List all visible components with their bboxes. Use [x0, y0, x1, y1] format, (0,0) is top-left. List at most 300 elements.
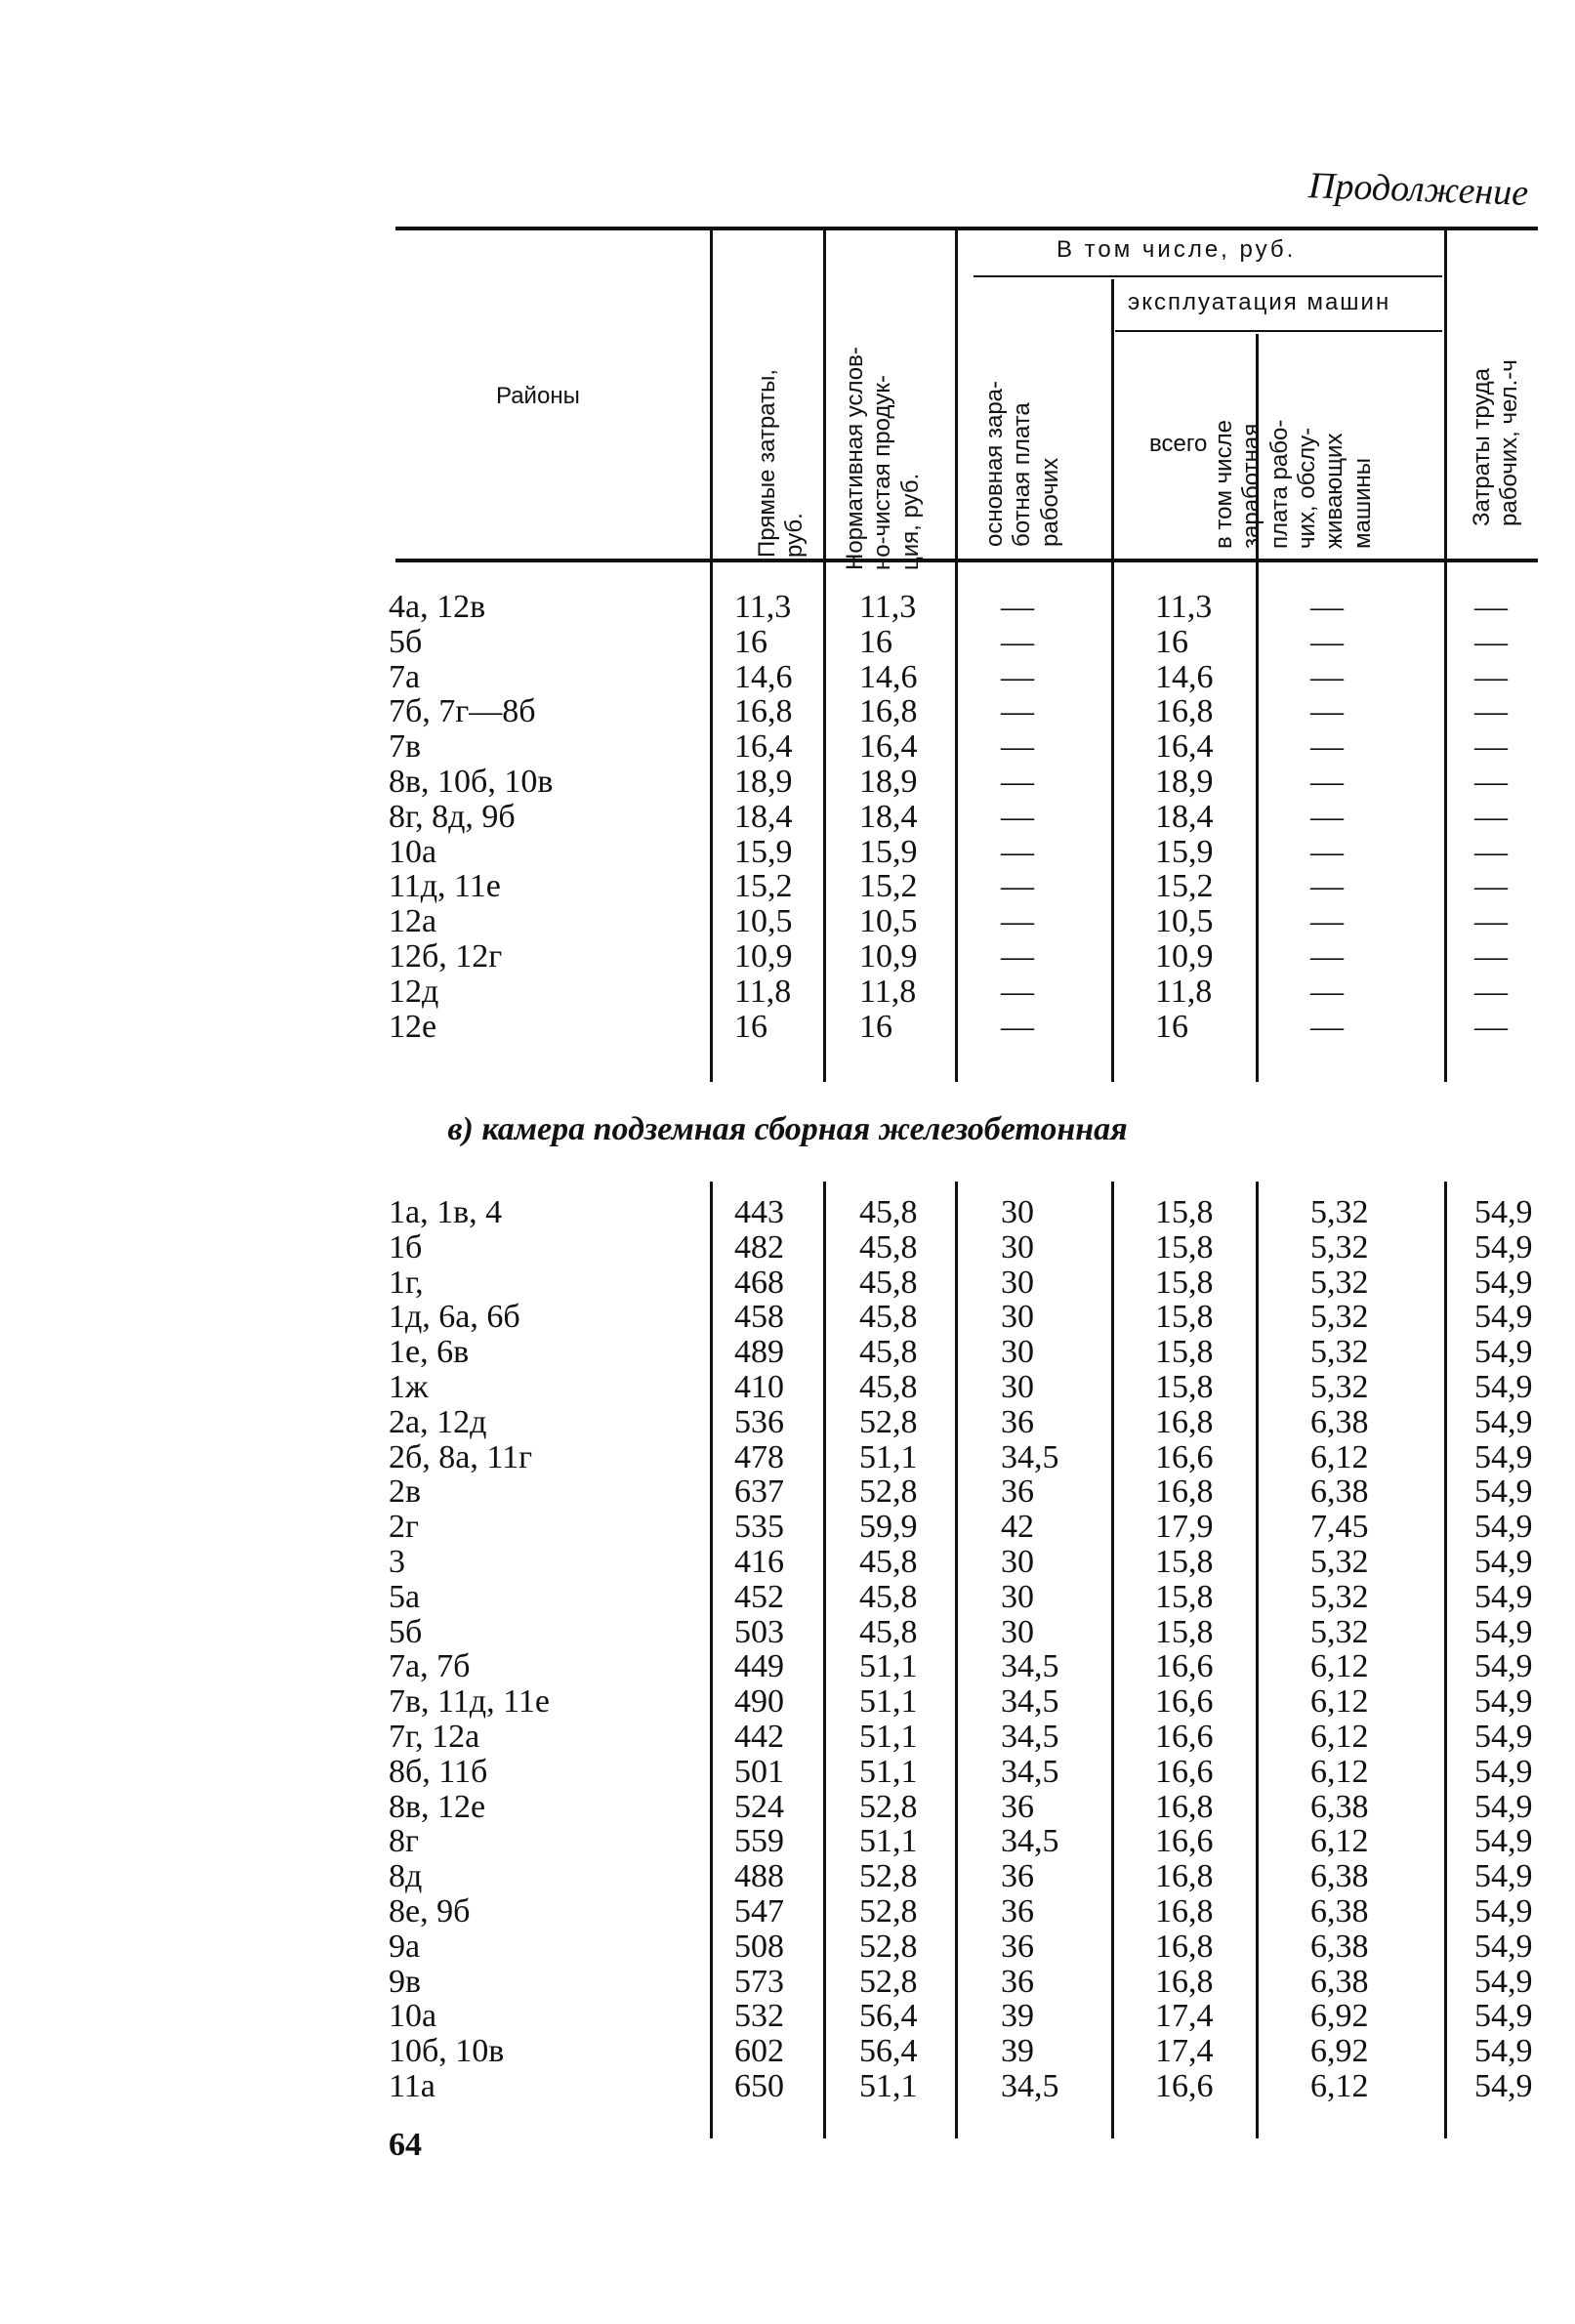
table-a-cell-labor: — [1474, 798, 1508, 835]
table-a-cell-labor: — [1474, 1008, 1508, 1045]
table-b-cell-machines-wage: 6,92 [1310, 2033, 1369, 2070]
table-b-cell-base-wage: 42 [1001, 1509, 1034, 1546]
table-b-cell-direct-costs: 524 [734, 1788, 784, 1825]
table-b-cell-normative-output: 51,1 [859, 1438, 918, 1475]
table-a-cell-region: 5б [389, 623, 423, 660]
header-regions: Районы [496, 383, 580, 409]
table-a-cell-direct-costs: 16 [734, 623, 767, 660]
table-b-cell-machines-total: 16,8 [1155, 1473, 1214, 1511]
table-a-cell-normative-output: 18,4 [859, 798, 918, 835]
table-b-cell-direct-costs: 452 [734, 1578, 784, 1615]
table-b-cell-labor: 54,9 [1474, 1963, 1533, 2000]
table-a-cell-machines-wage: — [1310, 623, 1344, 660]
header-labor: Затраты труда рабочих, чел.-ч [1469, 359, 1523, 526]
table-b-row [0, 1999, 1575, 2034]
table-b-cell-machines-wage: 6,12 [1310, 1683, 1369, 1721]
table-a-cell-normative-output: 16,4 [859, 728, 918, 766]
table-b-cell-machines-wage: 5,32 [1310, 1299, 1369, 1336]
table-b-cell-machines-wage: 5,32 [1310, 1194, 1369, 1230]
table-a-cell-region: 7б, 7г—8б [389, 693, 536, 730]
table-a-cell-labor: — [1474, 623, 1508, 660]
table-a-cell-base-wage: — [1001, 728, 1034, 766]
table-b-cell-machines-wage: 6,12 [1310, 1719, 1369, 1755]
table-a-cell-base-wage: — [1001, 623, 1034, 660]
table-a-cell-machines-wage: — [1310, 833, 1344, 870]
table-b-cell-normative-output: 45,8 [859, 1334, 918, 1371]
table-b-cell-machines-total: 15,8 [1155, 1264, 1214, 1301]
table-b-cell-machines-wage: 6,12 [1310, 1753, 1369, 1790]
table-b-cell-direct-costs: 536 [734, 1403, 784, 1440]
table-b-cell-labor: 54,9 [1474, 1578, 1533, 1615]
table-a-cell-machines-total: 11,8 [1155, 973, 1213, 1010]
group-rule-including [974, 275, 1442, 277]
table-a-cell-labor: — [1474, 764, 1508, 800]
table-b-cell-normative-output: 45,8 [859, 1264, 918, 1301]
table-b-cell-machines-total: 15,8 [1155, 1334, 1214, 1371]
table-b-cell-machines-wage: 6,12 [1310, 1438, 1369, 1475]
table-b-cell-machines-wage: 5,32 [1310, 1264, 1369, 1301]
table-a-cell-machines-wage: — [1310, 764, 1344, 800]
table-a-cell-base-wage: — [1001, 833, 1034, 870]
table-b-cell-normative-output: 56,4 [859, 1998, 918, 2035]
table-b-cell-machines-wage: 6,12 [1310, 2068, 1369, 2104]
table-b-cell-labor: 54,9 [1474, 1509, 1533, 1546]
table-b-cell-labor: 54,9 [1474, 1369, 1533, 1405]
table-b-cell-normative-output: 59,9 [859, 1509, 918, 1546]
table-b-cell-direct-costs: 458 [734, 1299, 784, 1336]
table-b-cell-direct-costs: 410 [734, 1369, 784, 1405]
table-b-cell-machines-wage: 6,38 [1310, 1473, 1369, 1511]
table-b-cell-base-wage: 36 [1001, 1473, 1034, 1511]
table-b-row [0, 1790, 1575, 1825]
table-a-row [0, 694, 1575, 729]
table-a-cell-machines-total: 16 [1155, 1008, 1188, 1045]
table-b-cell-machines-total: 16,6 [1155, 1648, 1214, 1685]
table-a-cell-machines-total: 10,5 [1155, 903, 1214, 940]
table-b-cell-base-wage: 36 [1001, 1403, 1034, 1440]
table-a-cell-labor: — [1474, 728, 1508, 766]
table-a-cell-machines-total: 18,9 [1155, 764, 1214, 800]
table-b-cell-machines-wage: 5,32 [1310, 1334, 1369, 1371]
table-b-cell-region: 1д, 6а, 6б [389, 1299, 520, 1336]
table-b-cell-base-wage: 36 [1001, 1963, 1034, 2000]
table-a-cell-machines-total: 10,9 [1155, 938, 1214, 975]
table-b-cell-direct-costs: 535 [734, 1509, 784, 1546]
table-a-row [0, 869, 1575, 904]
table-b-cell-machines-wage: 6,38 [1310, 1403, 1369, 1440]
table-b-cell-base-wage: 34,5 [1001, 1823, 1059, 1860]
table-a-cell-region: 12а [389, 903, 437, 940]
table-b-cell-labor: 54,9 [1474, 1194, 1533, 1230]
table-a-cell-direct-costs: 11,8 [734, 973, 792, 1010]
table-b-cell-machines-total: 15,8 [1155, 1544, 1214, 1580]
table-b-row [0, 1440, 1575, 1475]
table-b-cell-region: 10а [389, 1998, 437, 2035]
table-b-cell-region: 9в [389, 1963, 422, 2000]
table-b-cell-normative-output: 45,8 [859, 1228, 918, 1266]
table-a-cell-machines-wage: — [1310, 728, 1344, 766]
table-b-cell-normative-output: 45,8 [859, 1369, 918, 1405]
table-a-row [0, 904, 1575, 939]
table-a-cell-base-wage: — [1001, 903, 1034, 940]
table-b-cell-machines-total: 16,6 [1155, 2068, 1214, 2104]
table-b-row [0, 1195, 1575, 1230]
table-a-cell-region: 8в, 10б, 10в [389, 764, 554, 800]
table-b-cell-machines-total: 16,6 [1155, 1823, 1214, 1860]
table-b-row [0, 1930, 1575, 1965]
table-b-cell-direct-costs: 468 [734, 1264, 784, 1301]
table-b-cell-labor: 54,9 [1474, 1613, 1533, 1650]
table-b-cell-normative-output: 52,8 [859, 1473, 918, 1511]
header-incl-wage: в том числе заработная плата рабо- чих, обслу- живающих машины [1211, 419, 1376, 549]
table-b-cell-labor: 54,9 [1474, 1228, 1533, 1266]
table-b-cell-base-wage: 36 [1001, 1928, 1034, 1965]
table-b-cell-labor: 54,9 [1474, 1928, 1533, 1965]
table-b-cell-labor: 54,9 [1474, 1998, 1533, 2035]
table-b-row [0, 1266, 1575, 1301]
table-b-cell-labor: 54,9 [1474, 1719, 1533, 1755]
table-b-cell-base-wage: 34,5 [1001, 1719, 1059, 1755]
table-b-cell-machines-wage: 6,12 [1310, 1648, 1369, 1685]
table-b-cell-base-wage: 30 [1001, 1334, 1034, 1371]
table-b-cell-normative-output: 52,8 [859, 1403, 918, 1440]
table-b-cell-normative-output: 51,1 [859, 1683, 918, 1721]
table-b-cell-base-wage: 34,5 [1001, 1683, 1059, 1721]
table-b-row [0, 1230, 1575, 1266]
table-b-cell-labor: 54,9 [1474, 1264, 1533, 1301]
table-b-cell-labor: 54,9 [1474, 1753, 1533, 1790]
header-top-rule [395, 227, 1538, 230]
table-b-cell-direct-costs: 547 [734, 1893, 784, 1930]
table-b-cell-region: 10б, 10в [389, 2033, 505, 2070]
table-a-cell-base-wage: — [1001, 973, 1034, 1010]
table-a-cell-machines-wage: — [1310, 868, 1344, 905]
table-b-cell-base-wage: 36 [1001, 1893, 1034, 1930]
table-b-cell-machines-total: 16,8 [1155, 1963, 1214, 2000]
table-a-cell-normative-output: 14,6 [859, 658, 918, 695]
table-b-cell-normative-output: 51,1 [859, 1823, 918, 1860]
table-b-cell-normative-output: 45,8 [859, 1544, 918, 1580]
table-b-row [0, 1720, 1575, 1755]
table-a-cell-region: 12д [389, 973, 439, 1010]
table-b-cell-machines-total: 17,9 [1155, 1509, 1214, 1546]
table-a-cell-region: 10а [389, 833, 437, 870]
table-a-cell-labor: — [1474, 833, 1508, 870]
table-b-cell-region: 2б, 8а, 11г [389, 1438, 533, 1475]
table-b-cell-region: 8б, 11б [389, 1753, 488, 1790]
table-b-row [0, 1965, 1575, 2000]
table-b-row [0, 1824, 1575, 1859]
table-b-cell-labor: 54,9 [1474, 1544, 1533, 1580]
table-a-cell-machines-wage: — [1310, 973, 1344, 1010]
table-b-cell-normative-output: 45,8 [859, 1299, 918, 1336]
table-a-cell-labor: — [1474, 658, 1508, 695]
table-b-cell-base-wage: 36 [1001, 1858, 1034, 1895]
table-b-cell-machines-wage: 6,38 [1310, 1963, 1369, 2000]
table-b-cell-normative-output: 52,8 [859, 1788, 918, 1825]
table-a-row [0, 765, 1575, 800]
table-b-cell-machines-wage: 6,38 [1310, 1858, 1369, 1895]
table-b-cell-region: 7а, 7б [389, 1648, 471, 1685]
table-a-cell-region: 7в [389, 728, 422, 766]
table-a-cell-machines-total: 16 [1155, 623, 1188, 660]
table-a-cell-region: 7а [389, 658, 421, 695]
table-b-row [0, 1755, 1575, 1790]
table-b-cell-direct-costs: 503 [734, 1613, 784, 1650]
table-b-cell-normative-output: 45,8 [859, 1613, 918, 1650]
table-b-cell-direct-costs: 650 [734, 2068, 784, 2104]
table-b-cell-base-wage: 30 [1001, 1194, 1034, 1230]
table-b-cell-base-wage: 30 [1001, 1613, 1034, 1650]
table-b-cell-base-wage: 39 [1001, 1998, 1034, 2035]
table-b-cell-machines-total: 16,8 [1155, 1858, 1214, 1895]
table-b-cell-labor: 54,9 [1474, 1823, 1533, 1860]
table-a-cell-normative-output: 10,5 [859, 903, 918, 940]
table-b-cell-machines-total: 16,8 [1155, 1403, 1214, 1440]
table-a-cell-region: 4а, 12в [389, 589, 486, 625]
continuation-label: Продолжение [1307, 165, 1529, 214]
table-a-cell-base-wage: — [1001, 1008, 1034, 1045]
table-b-row [0, 1615, 1575, 1650]
table-b-cell-base-wage: 30 [1001, 1369, 1034, 1405]
table-a-cell-normative-output: 18,9 [859, 764, 918, 800]
table-a-cell-direct-costs: 16 [734, 1008, 767, 1045]
table-a-row [0, 800, 1575, 835]
table-a-cell-normative-output: 11,8 [859, 973, 917, 1010]
table-a-cell-base-wage: — [1001, 798, 1034, 835]
table-b-row [0, 2069, 1575, 2104]
table-a-cell-direct-costs: 11,3 [734, 589, 792, 625]
table-a-cell-direct-costs: 10,5 [734, 903, 793, 940]
table-b-cell-normative-output: 52,8 [859, 1893, 918, 1930]
table-a-row [0, 975, 1575, 1010]
table-a-cell-region: 12е [389, 1008, 437, 1045]
table-b-cell-direct-costs: 478 [734, 1438, 784, 1475]
table-a-cell-normative-output: 15,9 [859, 833, 918, 870]
table-b-cell-region: 1б [389, 1228, 423, 1266]
table-b-cell-region: 1г, [389, 1264, 424, 1301]
table-b-cell-machines-total: 16,6 [1155, 1438, 1214, 1475]
table-b-cell-machines-total: 15,8 [1155, 1299, 1214, 1336]
table-a-row [0, 660, 1575, 695]
table-b-cell-machines-total: 16,6 [1155, 1719, 1214, 1755]
table-b-cell-region: 1а, 1в, 4 [389, 1194, 503, 1230]
header-normative-output: Нормативная услов- но-чистая продук- ция, руб. [842, 347, 924, 570]
table-b-cell-base-wage: 34,5 [1001, 1648, 1059, 1685]
table-a-cell-base-wage: — [1001, 589, 1034, 625]
table-b-cell-normative-output: 51,1 [859, 1648, 918, 1685]
table-b-cell-labor: 54,9 [1474, 1334, 1533, 1371]
header-bottom-rule [395, 559, 1538, 562]
table-b-cell-machines-total: 16,8 [1155, 1928, 1214, 1965]
table-a-cell-normative-output: 16 [859, 623, 892, 660]
table-b-row [0, 1474, 1575, 1510]
table-b-cell-machines-wage: 5,32 [1310, 1578, 1369, 1615]
table-b-cell-labor: 54,9 [1474, 1683, 1533, 1721]
table-b-cell-region: 3 [389, 1544, 405, 1580]
header-col-line-6 [1444, 230, 1447, 559]
header-including-group: В том числе, руб. [1057, 236, 1297, 263]
group-rule-machines [1115, 330, 1442, 332]
table-b-cell-machines-wage: 5,32 [1310, 1613, 1369, 1650]
table-b-cell-base-wage: 34,5 [1001, 2068, 1059, 2104]
table-a-cell-direct-costs: 10,9 [734, 938, 793, 975]
table-a-row [0, 729, 1575, 765]
table-b-cell-region: 5б [389, 1613, 423, 1650]
table-a-cell-region: 11д, 11е [389, 868, 501, 905]
table-a-cell-machines-wage: — [1310, 903, 1344, 940]
table-a-cell-direct-costs: 18,4 [734, 798, 793, 835]
table-b-cell-labor: 54,9 [1474, 1403, 1533, 1440]
table-b-row [0, 1894, 1575, 1930]
table-b-cell-region: 8д [389, 1858, 423, 1895]
table-b-row [0, 1684, 1575, 1720]
table-b-row [0, 1545, 1575, 1580]
table-b-cell-region: 2а, 12д [389, 1403, 487, 1440]
table-b-cell-direct-costs: 532 [734, 1998, 784, 2035]
table-a-cell-machines-wage: — [1310, 798, 1344, 835]
table-b-cell-normative-output: 51,1 [859, 1719, 918, 1755]
table-b-cell-machines-total: 16,8 [1155, 1893, 1214, 1930]
table-b-cell-machines-wage: 6,38 [1310, 1788, 1369, 1825]
table-b-cell-normative-output: 56,4 [859, 2033, 918, 2070]
header-col-line-2 [823, 230, 826, 559]
table-a-cell-labor: — [1474, 938, 1508, 975]
table-b-cell-machines-wage: 5,32 [1310, 1228, 1369, 1266]
table-a-cell-machines-total: 18,4 [1155, 798, 1214, 835]
table-b-cell-base-wage: 30 [1001, 1228, 1034, 1266]
table-b-cell-base-wage: 34,5 [1001, 1438, 1059, 1475]
table-b-cell-machines-total: 17,4 [1155, 1998, 1214, 2035]
table-b-cell-region: 5а [389, 1578, 421, 1615]
table-a-cell-machines-total: 16,8 [1155, 693, 1214, 730]
table-a-cell-base-wage: — [1001, 658, 1034, 695]
table-b-cell-region: 2г [389, 1509, 419, 1546]
header-col-line-1 [710, 230, 713, 559]
table-a-cell-machines-wage: — [1310, 1008, 1344, 1045]
table-b-cell-direct-costs: 488 [734, 1858, 784, 1895]
table-b-cell-direct-costs: 508 [734, 1928, 784, 1965]
table-b-cell-machines-total: 16,8 [1155, 1788, 1214, 1825]
table-b-cell-direct-costs: 490 [734, 1683, 784, 1721]
table-a-cell-base-wage: — [1001, 764, 1034, 800]
table-b-cell-region: 7в, 11д, 11е [389, 1683, 550, 1721]
table-b-cell-direct-costs: 489 [734, 1334, 784, 1371]
table-a-cell-labor: — [1474, 693, 1508, 730]
table-a-cell-direct-costs: 14,6 [734, 658, 793, 695]
table-b-cell-direct-costs: 442 [734, 1719, 784, 1755]
table-a-cell-normative-output: 15,2 [859, 868, 918, 905]
table-a-cell-machines-total: 14,6 [1155, 658, 1214, 695]
table-b-row [0, 1370, 1575, 1405]
table-b-row [0, 1300, 1575, 1335]
table-a-cell-base-wage: — [1001, 868, 1034, 905]
table-b-cell-direct-costs: 449 [734, 1648, 784, 1685]
table-b-cell-machines-wage: 7,45 [1310, 1509, 1369, 1546]
table-a-cell-labor: — [1474, 868, 1508, 905]
table-b-cell-direct-costs: 602 [734, 2033, 784, 2070]
table-a-cell-labor: — [1474, 973, 1508, 1010]
table-a-cell-machines-total: 15,9 [1155, 833, 1214, 870]
table-a-row [0, 1010, 1575, 1045]
table-b-row [0, 1580, 1575, 1615]
table-b-cell-machines-total: 16,6 [1155, 1683, 1214, 1721]
table-a-cell-normative-output: 16,8 [859, 693, 918, 730]
table-b-cell-region: 11а [389, 2068, 435, 2104]
table-b-cell-machines-total: 15,8 [1155, 1369, 1214, 1405]
header-col-line-4 [1111, 279, 1114, 559]
table-b-cell-direct-costs: 573 [734, 1963, 784, 2000]
table-b-row [0, 1405, 1575, 1440]
table-b-cell-labor: 54,9 [1474, 1438, 1533, 1475]
table-a-cell-region: 8г, 8д, 9б [389, 798, 516, 835]
table-b-cell-direct-costs: 416 [734, 1544, 784, 1580]
table-b-cell-labor: 54,9 [1474, 1299, 1533, 1336]
table-a-cell-normative-output: 16 [859, 1008, 892, 1045]
table-b-cell-labor: 54,9 [1474, 1788, 1533, 1825]
table-a-cell-labor: — [1474, 589, 1508, 625]
header-machines-group: эксплуатация машин [1128, 289, 1391, 315]
table-b-cell-normative-output: 52,8 [859, 1858, 918, 1895]
table-b-cell-base-wage: 34,5 [1001, 1753, 1059, 1790]
table-a-cell-region: 12б, 12г [389, 938, 503, 975]
header-col-line-3 [955, 230, 958, 559]
table-b-cell-machines-wage: 5,32 [1310, 1369, 1369, 1405]
table-a-row [0, 939, 1575, 975]
table-a-cell-machines-wage: — [1310, 693, 1344, 730]
table-a-cell-machines-wage: — [1310, 589, 1344, 625]
table-b-cell-base-wage: 39 [1001, 2033, 1034, 2070]
table-b-cell-machines-wage: 6,38 [1310, 1893, 1369, 1930]
table-b-cell-direct-costs: 482 [734, 1228, 784, 1266]
table-a-cell-direct-costs: 18,9 [734, 764, 793, 800]
table-a-cell-direct-costs: 16,8 [734, 693, 793, 730]
table-b-cell-direct-costs: 501 [734, 1753, 784, 1790]
table-a-cell-direct-costs: 15,2 [734, 868, 793, 905]
table-b-cell-region: 1е, 6в [389, 1334, 470, 1371]
table-b-cell-machines-total: 15,8 [1155, 1228, 1214, 1266]
table-a-cell-machines-wage: — [1310, 938, 1344, 975]
table-b-cell-region: 9а [389, 1928, 421, 1965]
table-b-cell-labor: 54,9 [1474, 1648, 1533, 1685]
table-b-cell-normative-output: 52,8 [859, 1928, 918, 1965]
table-b-cell-machines-total: 15,8 [1155, 1194, 1214, 1230]
table-b-cell-normative-output: 52,8 [859, 1963, 918, 2000]
table-b-cell-labor: 54,9 [1474, 1893, 1533, 1930]
table-b-cell-machines-wage: 5,32 [1310, 1544, 1369, 1580]
table-b-cell-machines-total: 15,8 [1155, 1613, 1214, 1650]
table-b-cell-normative-output: 51,1 [859, 2068, 918, 2104]
table-b-cell-base-wage: 30 [1001, 1299, 1034, 1336]
table-b-cell-base-wage: 30 [1001, 1544, 1034, 1580]
table-b-cell-direct-costs: 443 [734, 1194, 784, 1230]
table-a-cell-base-wage: — [1001, 693, 1034, 730]
table-b-cell-machines-total: 15,8 [1155, 1578, 1214, 1615]
table-a-cell-machines-total: 16,4 [1155, 728, 1214, 766]
table-b-cell-direct-costs: 637 [734, 1473, 784, 1511]
table-b-cell-region: 8в, 12е [389, 1788, 486, 1825]
table-a-cell-machines-total: 11,3 [1155, 589, 1213, 625]
table-b-cell-base-wage: 30 [1001, 1264, 1034, 1301]
table-b-cell-region: 7г, 12а [389, 1719, 480, 1755]
table-b-cell-region: 2в [389, 1473, 422, 1511]
table-a-cell-machines-total: 15,2 [1155, 868, 1214, 905]
table-b-cell-machines-wage: 6,92 [1310, 1998, 1369, 2035]
table-b-cell-labor: 54,9 [1474, 1858, 1533, 1895]
table-b-cell-labor: 54,9 [1474, 2033, 1533, 2070]
table-a-cell-labor: — [1474, 903, 1508, 940]
table-b-cell-machines-total: 17,4 [1155, 2033, 1214, 2070]
